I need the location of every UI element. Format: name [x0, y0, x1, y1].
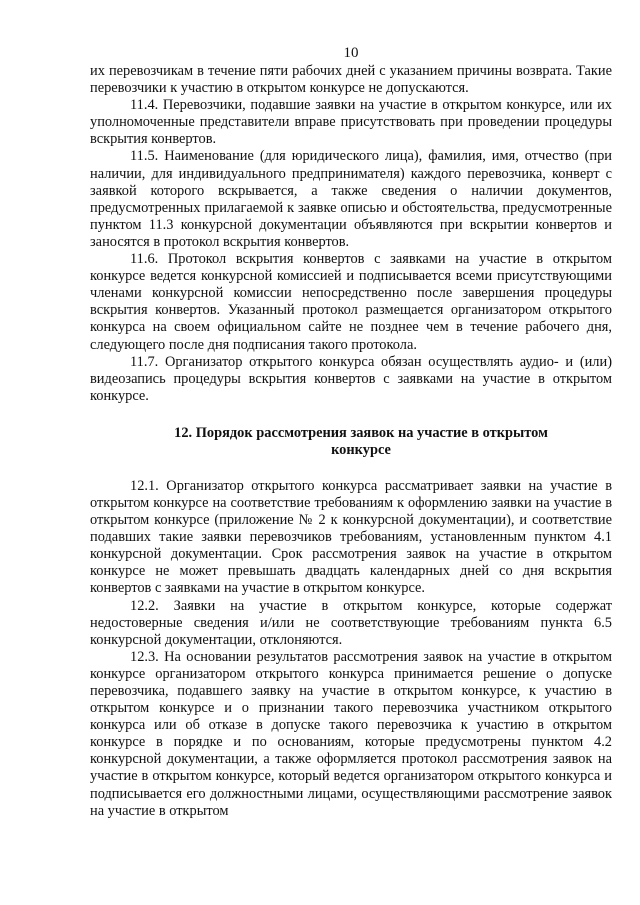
- paragraph-12-3: 12.3. На основании результатов рассмотрения заявок на участие в открытом конкурсе организатором открытого конкурса принимается решение о допуске перевозчика, подавшего заявку на участие в открытом конкурсе, к участию в открытом конкурсе и о признании такого перевозчика участником открытого конкурса или об отказе в допуске такого перевозчика к участию в открытом конкурсе в порядке и по основаниям, которые предусмотрены пунктом 4.2 конкурсной документации, а также оформляется протокол рассмотрения заявок на участие в открытом конкурсе, который ведется организатором открытого конкурса и подписывается его должностными лицами, осуществляющими рассмотрение заявок на участие в открытом: [90, 648, 612, 819]
- section-heading-12: [90, 425, 612, 460]
- paragraph-11-7: 11.7. Организатор открытого конкурса обязан осуществлять аудио- и (или) видеозапись процедуры вскрытия конвертов с заявками на участие в открытом конкурсе.: [90, 353, 612, 404]
- paragraph-12-2: 12.2. Заявки на участие в открытом конкурсе, которые содержат недостоверные сведения и/или не соответствующие требованиям пункта 6.5 конкурсной документации, отклоняются.: [90, 597, 612, 648]
- section-heading-line-1: 12. Порядок рассмотрения заявок на участие в открытом: [174, 424, 548, 441]
- paragraph-11-6: 11.6. Протокол вскрытия конвертов с заявками на участие в открытом конкурсе ведется конкурсной комиссией и подписывается всеми присутствующими членами конкурсной комиссии непосредственно после завершения процедуры вскрытия конвертов. Указанный протокол размещается организатором открытого конкурса на своем официальном сайте не позднее чем в течение рабочего дня, следующего после дня подписания такого протокола.: [90, 251, 612, 353]
- paragraph-11-5: 11.5. Наименование (для юридического лица), фамилия, имя, отчество (при наличии, для индивидуального предпринимателя) каждого перевозчика, конверт с заявкой которого вскрывается, а также сведения о наличии документов, предусмотренных прилагаемой к заявке описью и обстоятельства, предусмотренные пунктом 11.3 конкурсной документации объявляются при вскрытии конвертов и заносятся в протокол вскрытия конвертов.: [90, 148, 612, 250]
- paragraph-12-1: 12.1. Организатор открытого конкурса рассматривает заявки на участие в открытом конкурсе на соответствие требованиям к оформлению заявки на участие в открытом конкурсе (приложение № 2 к конкурсной документации), и соответствие подавших такие заявки перевозчиков требованиям, установленным пунктом 4.1 конкурсной документации. Срок рассмотрения заявок на участие в открытом конкурсе не может превышать двадцать календарных дней со дня вскрытия конвертов с заявками на участие в открытом конкурсе.: [90, 477, 612, 597]
- page-number: 10: [343, 45, 359, 61]
- paragraph-continuation: их перевозчикам в течение пяти рабочих дней с указанием причины возврата. Такие перевозчики к участию в открытом конкурсе не допускаются.: [90, 63, 612, 97]
- section-heading-line-2: конкурсе: [331, 442, 391, 459]
- paragraph-11-4: 11.4. Перевозчики, подавшие заявки на участие в открытом конкурсе, или их уполномоченные представители вправе присутствовать при проведении процедуры вскрытия конвертов.: [90, 97, 612, 148]
- document-page: [90, 44, 612, 820]
